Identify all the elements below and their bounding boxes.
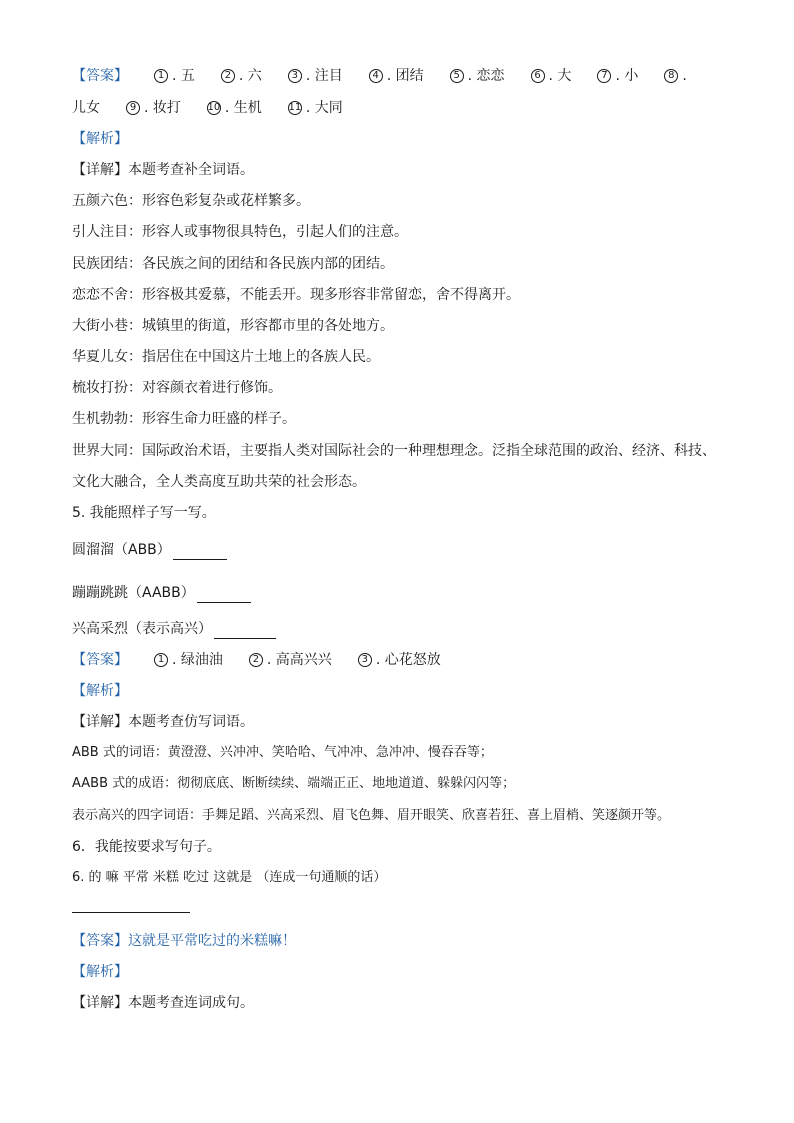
definition-line: 引人注目：形容人或事物很具特色，引起人们的注意。 (72, 224, 408, 240)
note-line: ABB 式的词语：黄澄澄、兴冲冲、笑哈哈、气冲冲、急冲冲、慢吞吞等； (72, 745, 493, 760)
answer-row-2 (72, 98, 343, 118)
answer-item: 7 . 小 (597, 66, 638, 86)
definition-line: 大街小巷：城镇里的街道，形容都市里的各处地方。 (72, 318, 394, 334)
detail-line: 【详解】本题考查仿写词语。 (72, 714, 254, 730)
answer-item: 10 . 生机 (207, 100, 262, 116)
answer-item: 2 . 高高兴兴 (249, 650, 332, 670)
definition-line: 民族团结：各民族之间的团结和各民族内部的团结。 (72, 256, 394, 272)
answer-item: 3 . 心花怒放 (358, 650, 441, 670)
answer-blank (173, 545, 227, 560)
question-line: 兴高采烈（表示高兴） (72, 619, 276, 639)
answer-blank (72, 912, 190, 913)
answer-blank (197, 588, 251, 603)
question-text: 6. 的 嘛 平常 米糕 吃过 这就是 （连成一句通顺的话） (72, 870, 387, 885)
definition-line: 梳妆打扮：对容颜衣着进行修饰。 (72, 380, 282, 396)
answer-blank (214, 624, 276, 639)
answer-item: 8 . (664, 66, 686, 86)
detail-line: 【详解】本题考查连词成句。 (72, 995, 254, 1011)
definition-line: 五颜六色：形容色彩复杂或花样繁多。 (72, 193, 310, 209)
answer-item: 9 . 妆打 (126, 98, 181, 118)
analysis-tag: 【解析】 (72, 683, 128, 699)
note-line: AABB 式的成语：彻彻底底、断断续续、端端正正、地地道道、躲躲闪闪等； (72, 776, 516, 791)
question-line: 蹦蹦跳跳（AABB） (72, 583, 251, 603)
definition-line: 世界大同：国际政治术语，主要指人类对国际社会的一种理想理念。泛指全球范围的政治、经济、科技、 (72, 443, 716, 459)
answer-item: 5 . 恋恋 (450, 66, 505, 86)
answer-row-1 (72, 66, 687, 86)
definition-line: 恋恋不舍：形容极其爱慕，不能丢开。现多形容非常留恋，舍不得离开。 (72, 287, 520, 303)
note-line: 表示高兴的四字词语：手舞足蹈、兴高采烈、眉飞色舞、眉开眼笑、欣喜若狂、喜上眉梢、笑逐颜开等。 (72, 808, 671, 823)
answer-item: 3 . 注目 (288, 66, 343, 86)
answer-tag: 【答案】 (72, 652, 128, 668)
definition-line: 文化大融合，全人类高度互助共荣的社会形态。 (72, 474, 366, 490)
answer-item: 1 . 五 (154, 66, 195, 86)
answer-item: 11 . 大同 (288, 100, 343, 116)
definition-line: 生机勃勃：形容生命力旺盛的样子。 (72, 411, 296, 427)
answer-tag: 【答案】 (72, 68, 128, 84)
answer-row-q5 (72, 650, 441, 670)
answer-item: 1 . 绿油油 (154, 650, 223, 670)
answer-item: 4 . 团结 (369, 66, 424, 86)
analysis-tag: 【解析】 (72, 964, 128, 980)
detail-line: 【详解】本题考查补全词语。 (72, 162, 254, 178)
answer-line: 【答案】这就是平常吃过的米糕嘛！ (72, 933, 296, 949)
question-line: 圆溜溜（ABB） (72, 540, 227, 560)
question-title: 5. 我能照样子写一写。 (72, 505, 216, 521)
analysis-tag: 【解析】 (72, 131, 128, 147)
answer-text: 儿女 (72, 100, 100, 116)
definition-line: 华夏儿女：指居住在中国这片土地上的各族人民。 (72, 349, 380, 365)
question-title: 6．我能按要求写句子。 (72, 839, 221, 855)
answer-item: 2 . 六 (221, 66, 262, 86)
answer-item: 6 . 大 (531, 66, 572, 86)
